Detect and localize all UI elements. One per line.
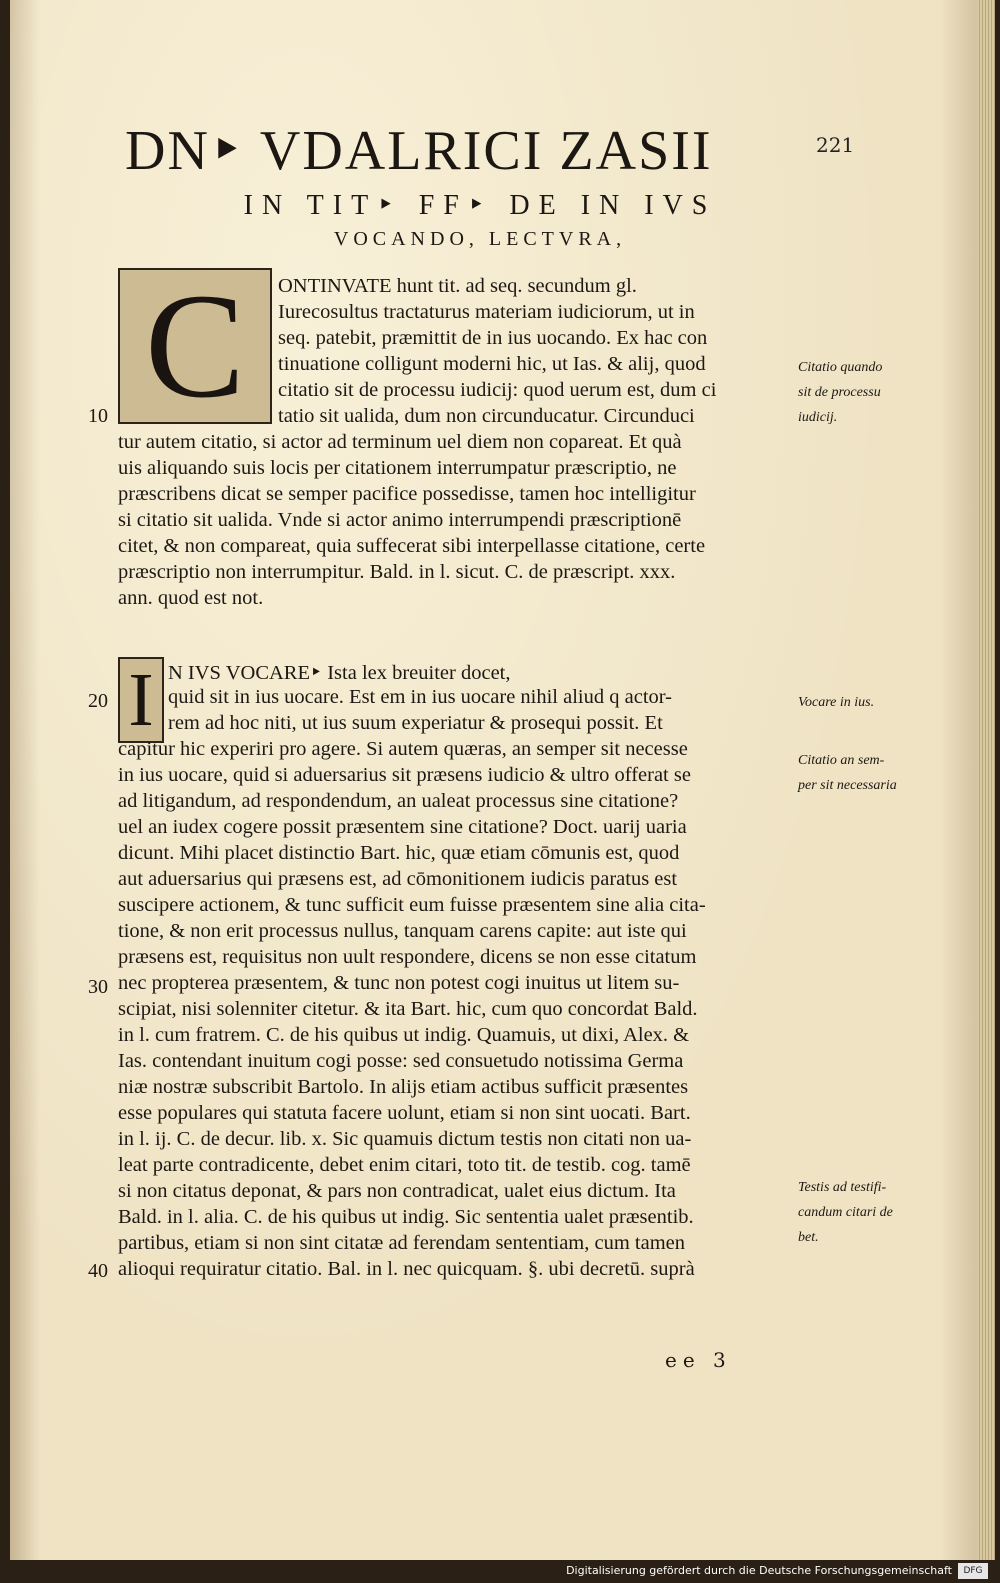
title-line-3: VOCANDO, LECTVRA, (333, 228, 627, 250)
text-line: præscriptio non interrumpitur. Bald. in l. sicut. C. de præscript. xxx. (118, 561, 676, 583)
text-line: rem ad hoc niti, ut ius suum experiatur & prosequi possit. Et (168, 712, 663, 734)
text-line: alioqui requiratur citatio. Bal. in l. nec quicquam. §. ubi decretū. suprà (118, 1258, 695, 1280)
title-line-1: DN‣ VDALRICI ZASII (125, 120, 713, 182)
text-line: citet, & non compareat, quia suffecerat sibi interpellasse citatione, certe (118, 535, 706, 557)
text-line: nec propterea præsentem, & tunc non potest cogi inuitus ut litem su- (118, 972, 680, 994)
text-line: Iurecosultus tractaturus materiam iudiciorum, ut in (278, 301, 695, 323)
text-line: quid sit in ius uocare. Est em in ius uocare nihil aliud q actor- (168, 686, 673, 708)
text-line: præscribens dicat se semper pacifice possedisse, tamen hoc intelligitur (118, 483, 696, 505)
margin-note: Vocare in ius. (798, 695, 875, 710)
line-number: 10 (88, 405, 108, 427)
text-line: tatio sit ualida, dum non circunducatur. Circunduci (278, 405, 695, 427)
line-number: 20 (88, 690, 108, 712)
text-line: si citatio sit ualida. Vnde si actor animo interrumpendi præscriptionē (118, 509, 682, 531)
text-line: dicunt. Mihi placet distinctio Bart. hic, quæ etiam cōmunis est, quod (118, 842, 680, 864)
text-line: partibus, etiam si non sint citatæ ad ferendam sententiam, cum tamen (118, 1232, 686, 1254)
text-line: suscipere actionem, & tunc sufficit eum fuisse præsentem sine alia cita- (118, 894, 706, 916)
text-line: tur autem citatio, si actor ad terminum uel diem non copareat. Et quà (118, 431, 682, 453)
text-line: esse populares qui statuta facere uolunt, etiam si non sint uocati. Bart. (118, 1102, 691, 1124)
text-line: tinuatione colligunt moderni hic, ut Ias. & alij, quod (278, 353, 706, 375)
text-line: capitur hic experiri pro agere. Si autem quæras, an semper sit necesse (118, 738, 688, 760)
text-line: citatio sit de processu iudicij: quod uerum est, dum ci (278, 379, 717, 401)
text-line: Bald. in l. alia. C. de his quibus ut indig. Sic sententia ualet præsentib. (118, 1206, 694, 1228)
line-number: 30 (88, 976, 108, 998)
margin-note: Testis ad testifi- candum citari de bet. (798, 1180, 893, 1245)
folio-number: 221 (816, 133, 855, 157)
funding-credit: Digitalisierung gefördert durch die Deutsche Forschungsgemeinschaft (566, 1564, 952, 1577)
text-line: in l. ij. C. de decur. lib. x. Sic quamuis dictum testis non citati non ua- (118, 1128, 692, 1150)
decorated-initial-c: C (118, 268, 272, 424)
text-line: uel an iudex cogere possit præsentem sine citatione? Doct. uarij uaria (118, 816, 687, 838)
footer-bar (0, 1560, 1000, 1583)
text-line: scipiat, nisi solenniter citetur. & ita Bart. hic, cum quo concordat Bald. (118, 998, 698, 1020)
text-line: N IVS VOCARE‣ Ista lex breuiter docet, (168, 662, 511, 684)
text-line: ann. quod est not. (118, 587, 264, 609)
line-number: 40 (88, 1260, 108, 1282)
text-line: niæ nostræ subscribit Bartolo. In alijs etiam actibus sufficit præsentes (118, 1076, 689, 1098)
text-line: in ius uocare, quid si aduersarius sit præsens iudicio & ultro offerat se (118, 764, 691, 786)
text-line: si non citatus deponat, & pars non contradicat, ualet eius dictum. Ita (118, 1180, 676, 1202)
dfg-logo: DFG (958, 1563, 988, 1579)
decorated-initial-i: I (118, 657, 164, 743)
text-line: ONTINVATE hunt tit. ad seq. secundum gl. (278, 275, 637, 297)
text-line: seq. patebit, præmittit de in ius uocando. Ex hac con (278, 327, 708, 349)
text-line: leat parte contradicente, debet enim citari, toto tit. de testib. cog. tamē (118, 1154, 691, 1176)
text-line: ad litigandum, ad respondendum, an ualeat processus sine citatione? (118, 790, 679, 812)
text-line: tione, & non erit processus nullus, tanquam carens capite: aut iste qui (118, 920, 687, 942)
page-edge (977, 0, 995, 1560)
title-line-2: IN TIT‣ FF‣ DE IN IVS (243, 190, 717, 221)
text-line: Ias. contendant inuitum cogi posse: sed consuetudo notissima Germa (118, 1050, 684, 1072)
signature-mark: ee 3 (665, 1348, 732, 1372)
margin-note: Citatio an sem- per sit necessaria (798, 753, 897, 793)
book-page (10, 0, 995, 1560)
margin-note: Citatio quando sit de processu iudicij. (798, 360, 883, 425)
text-line: in l. cum fratrem. C. de his quibus ut indig. Quamuis, ut dixi, Alex. & (118, 1024, 690, 1046)
text-line: uis aliquando suis locis per citationem interrumpatur præscriptio, ne (118, 457, 677, 479)
text-line: præsens est, requisitus non uult respondere, dicens se non esse citatum (118, 946, 697, 968)
text-line: aut aduersarius qui præsens est, ad cōmonitionem iudicis paratus est (118, 868, 678, 890)
